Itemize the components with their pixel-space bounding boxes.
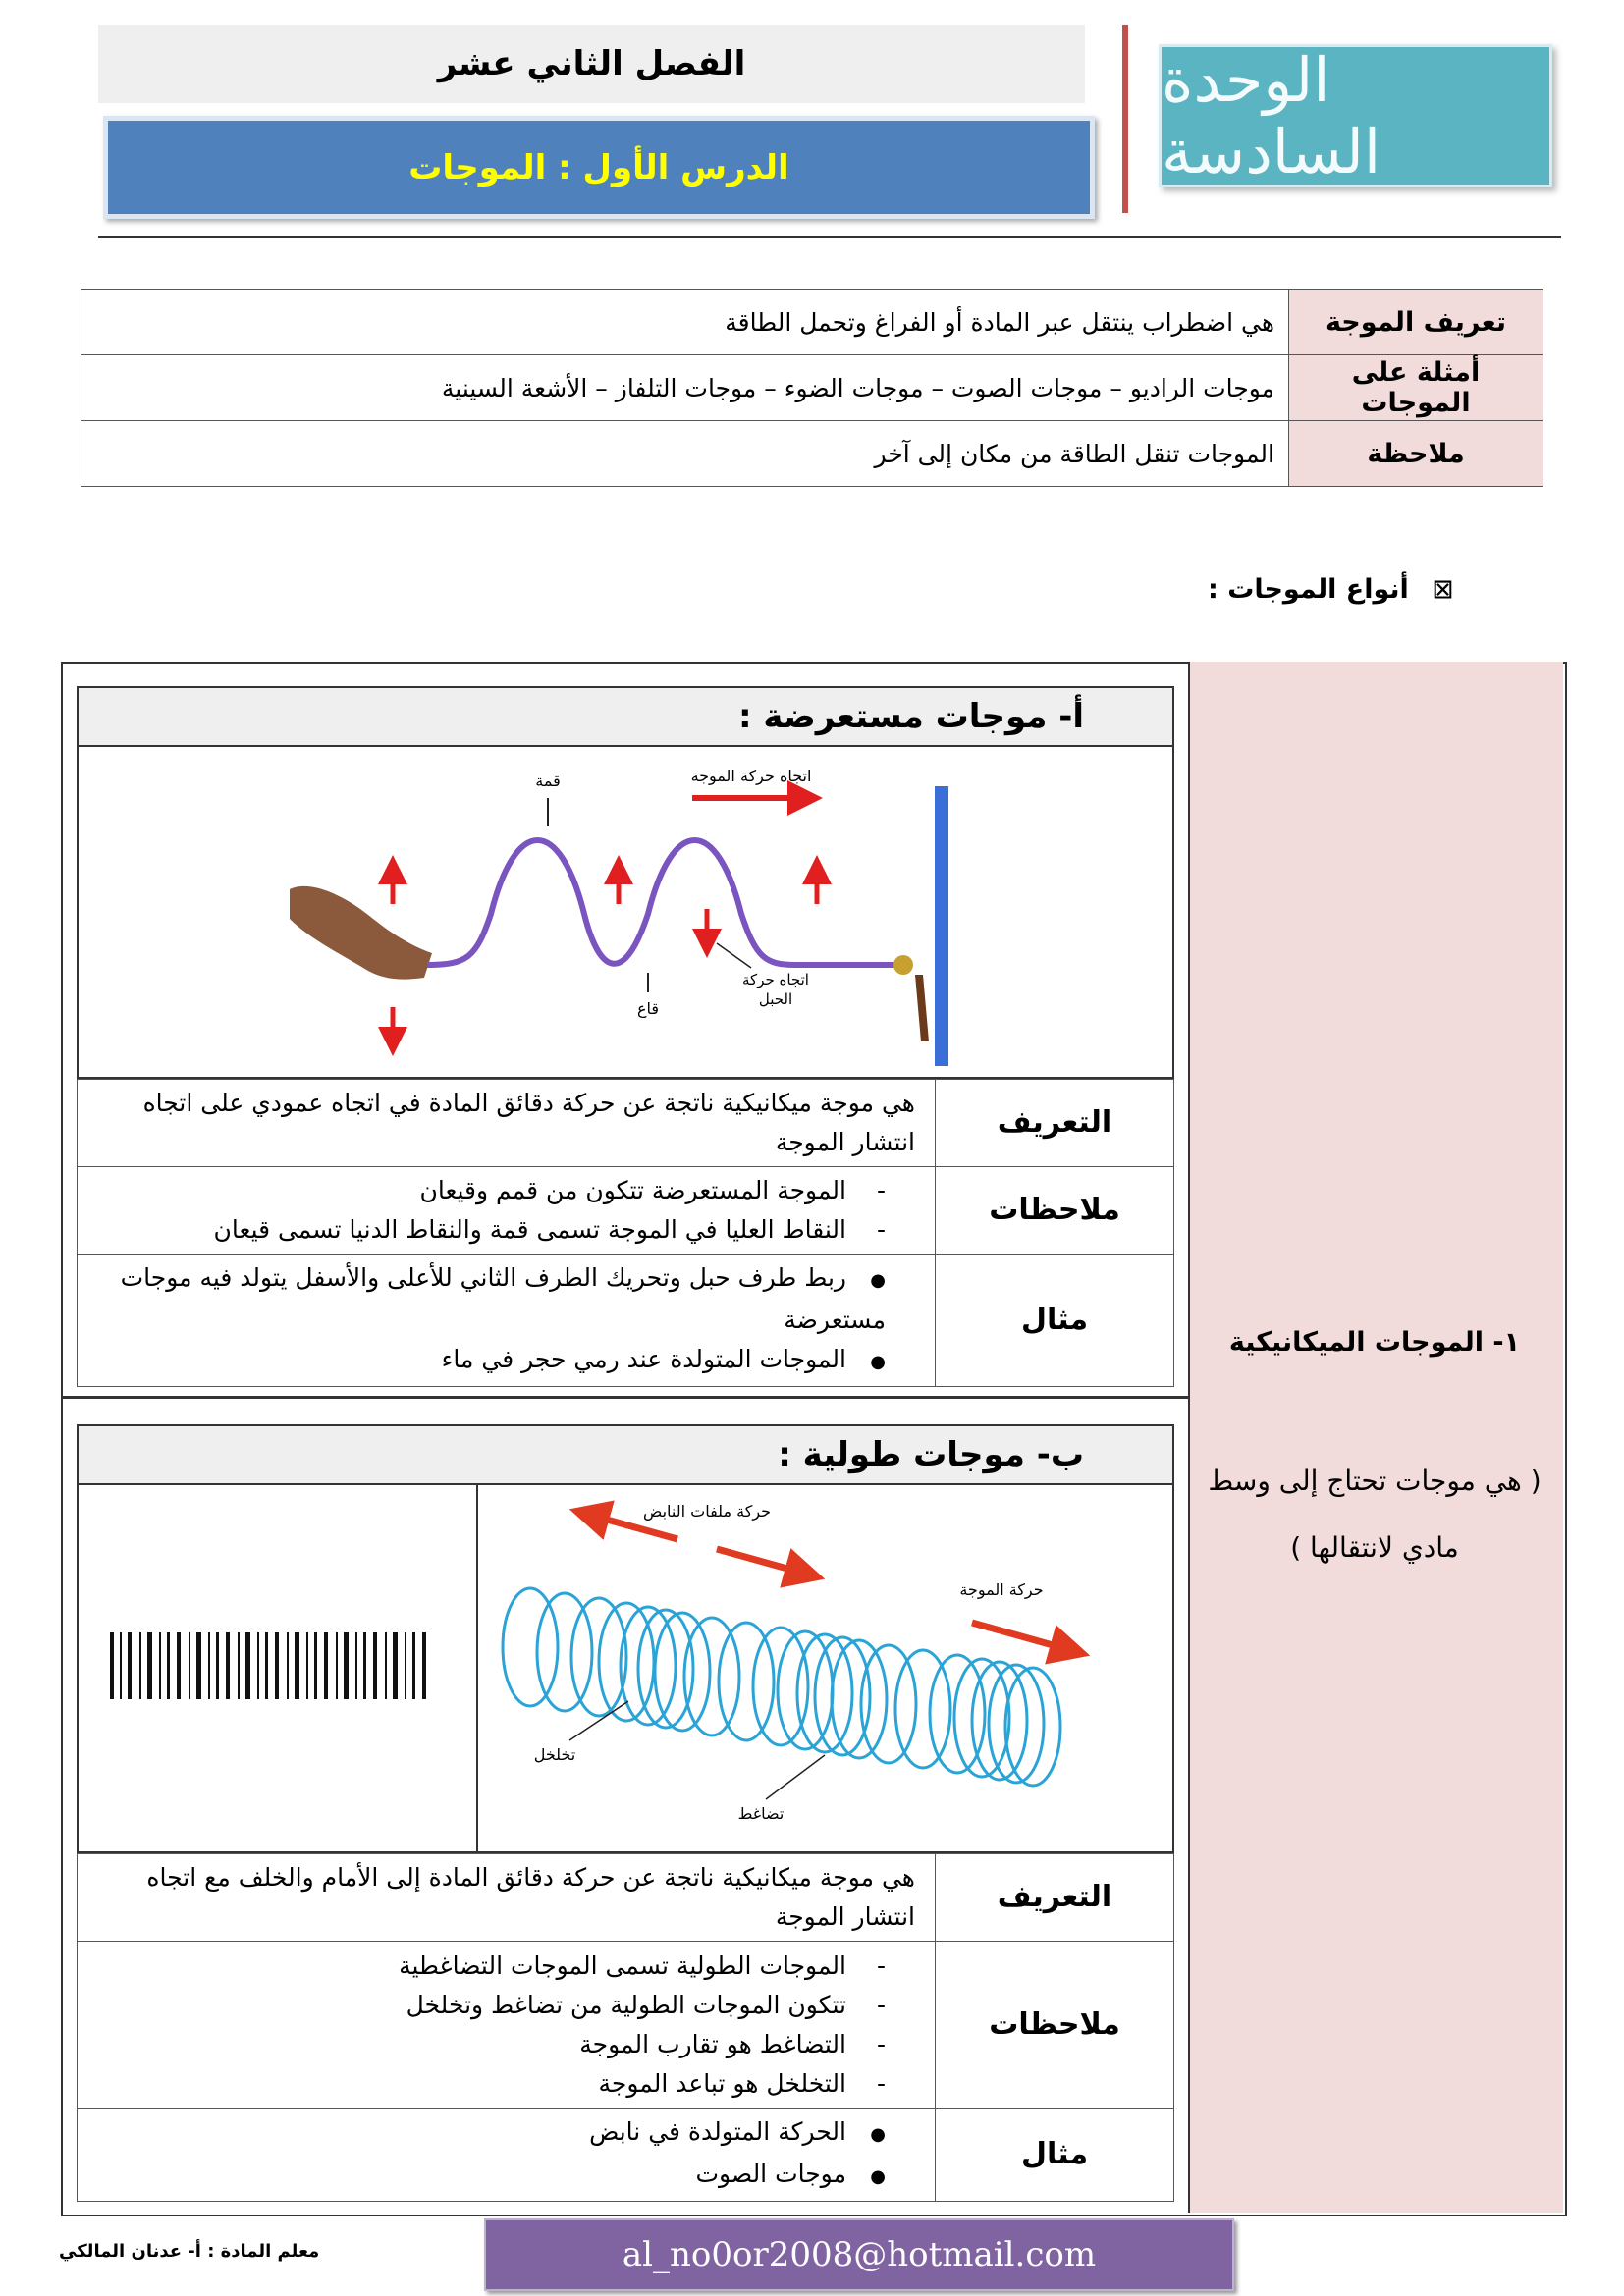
list-item: - الموجة المستعرضة تتكون من قمم وقيعان [97, 1171, 886, 1210]
table-row [78, 2109, 1174, 2202]
longitudinal-notes-label: ملاحظات [936, 1942, 1174, 2109]
rarefaction-label: تخلخل [533, 1745, 576, 1764]
email-address[interactable]: al_no0or2008@hotmail.com [622, 2235, 1097, 2274]
longitudinal-definition-label: التعريف [936, 1854, 1174, 1942]
coil-motion-right-arrow [717, 1549, 805, 1574]
mechanical-waves-title: ١- الموجات الميكانيكية [1228, 1327, 1521, 1358]
header-divider-line [1122, 25, 1128, 213]
header-rule [98, 236, 1561, 238]
table-row [81, 421, 1543, 487]
list-item: ● ربط طرف حبل وتحريك الطرف الثاني للأعلى والأسفل يتولد فيه موجات مستعرضة [97, 1258, 886, 1340]
transverse-notes [78, 1167, 936, 1255]
transverse-notes-label: ملاحظات [936, 1167, 1174, 1255]
wave-note-label: ملاحظة [1289, 421, 1543, 487]
wave-note-value: الموجات تنقل الطاقة من مكان إلى آخر [81, 421, 1289, 487]
unit-banner [1159, 44, 1552, 187]
section-divider [61, 1396, 1190, 1399]
checkbox-icon: ⊠ [1432, 574, 1454, 605]
trough-label: قاع [636, 999, 660, 1018]
wall [935, 786, 948, 1066]
email-banner [484, 2218, 1234, 2291]
rope-direction-label-2: الحبل [758, 990, 793, 1008]
transverse-wave-diagram [79, 747, 1172, 1077]
spring-coils [503, 1588, 1060, 1786]
wave-types-heading [1208, 574, 1454, 605]
transverse-title-bar [77, 686, 1174, 747]
chapter-title: الفصل الثاني عشر [437, 44, 746, 83]
wave-motion-arrow [972, 1623, 1070, 1650]
rope-direction-label-1: اتجاه حركة [742, 971, 809, 988]
lesson-banner [103, 116, 1095, 219]
longitudinal-notes [78, 1942, 936, 2109]
longitudinal-examples [78, 2109, 936, 2202]
table-row [81, 290, 1543, 355]
lesson-title: الدرس الأول : الموجات [408, 147, 789, 187]
transverse-info-table [77, 1079, 1174, 1387]
mechanical-waves-note: ( هي موجات تحتاج إلى وسط مادي لانتقالها ) [1208, 1465, 1542, 1564]
rope-clamp [893, 955, 913, 975]
hand-icon [290, 886, 432, 980]
list-item: ● الحركة المتولدة في نابض [97, 2112, 886, 2155]
table-row [78, 1167, 1174, 1255]
list-item: - الموجات الطولية تسمى الموجات التضاغطية [97, 1947, 886, 1986]
compression-pointer [766, 1755, 825, 1799]
wave-direction-label: اتجاه حركة الموجة [690, 767, 812, 785]
unit-title: الوحدة السادسة [1162, 44, 1381, 187]
transverse-examples [78, 1255, 936, 1387]
wave-definition-label: تعريف الموجة [1289, 290, 1543, 355]
list-item: - التضاغط هو تقارب الموجة [97, 2025, 886, 2064]
diagram-divider [476, 1485, 478, 1851]
coil-motion-label: حركة ملفات النابض [642, 1502, 772, 1521]
list-item: - النقاط العليا في الموجة تسمى قمة والنقاط الدنيا تسمى قيعان [97, 1210, 886, 1250]
wave-rope [427, 840, 898, 965]
table-row [78, 1080, 1174, 1167]
table-row [78, 1255, 1174, 1387]
list-item: ● الموجات المتولدة عند رمي حجر في ماء [97, 1340, 886, 1382]
table-row [78, 1942, 1174, 2109]
mechanical-waves-column [1188, 662, 1563, 2213]
wave-examples-value: موجات الراديو – موجات الصوت – موجات الضوء – موجات التلفاز – الأشعة السينية [81, 355, 1289, 421]
longitudinal-definition: هي موجة ميكانيكية ناتجة عن حركة دقائق المادة إلى الأمام والخلف مع اتجاه انتشار الموجة [78, 1854, 936, 1942]
wave-types-heading-text: أنواع الموجات : [1208, 574, 1409, 605]
wave-definition-value: هي اضطراب ينتقل عبر المادة أو الفراغ وتحمل الطاقة [81, 290, 1289, 355]
longitudinal-diagram-frame [77, 1485, 1174, 1853]
longitudinal-title: ب- موجات طولية : [778, 1435, 1084, 1474]
transverse-example-label: مثال [936, 1255, 1174, 1387]
list-item: ● موجات الصوت [97, 2155, 886, 2197]
table-row [81, 355, 1543, 421]
list-item: - التخلخل هو تباعد الموجة [97, 2064, 886, 2104]
rope-direction-pointer [717, 943, 751, 968]
table-row [78, 1854, 1174, 1942]
chapter-banner [98, 25, 1085, 103]
wave-examples-label: أمثلة على الموجات [1289, 355, 1543, 421]
longitudinal-info-table [77, 1853, 1174, 2202]
list-item: - تتكون الموجات الطولية من تضاغط وتخلخل [97, 1986, 886, 2025]
crest-label: قمة [535, 772, 561, 790]
compression-label: تضاغط [737, 1804, 785, 1823]
transverse-definition-label: التعريف [936, 1080, 1174, 1167]
rarefaction-pointer [569, 1701, 628, 1740]
transverse-title: أ- موجات مستعرضة : [737, 697, 1084, 736]
transverse-definition: هي موجة ميكانيكية ناتجة عن حركة دقائق المادة في اتجاه عمودي على اتجاه انتشار الموجة [78, 1080, 936, 1167]
clamp-handle [915, 975, 929, 1041]
barcode-icon [108, 1632, 442, 1706]
definition-table [81, 289, 1543, 487]
longitudinal-example-label: مثال [936, 2109, 1174, 2202]
transverse-diagram-frame [77, 747, 1174, 1079]
longitudinal-title-bar [77, 1424, 1174, 1485]
longitudinal-spring-diagram [481, 1485, 1168, 1851]
wave-motion-label: حركة الموجة [959, 1580, 1044, 1599]
teacher-credit: معلم المادة : أ- عدنان المالكي [59, 2241, 320, 2262]
